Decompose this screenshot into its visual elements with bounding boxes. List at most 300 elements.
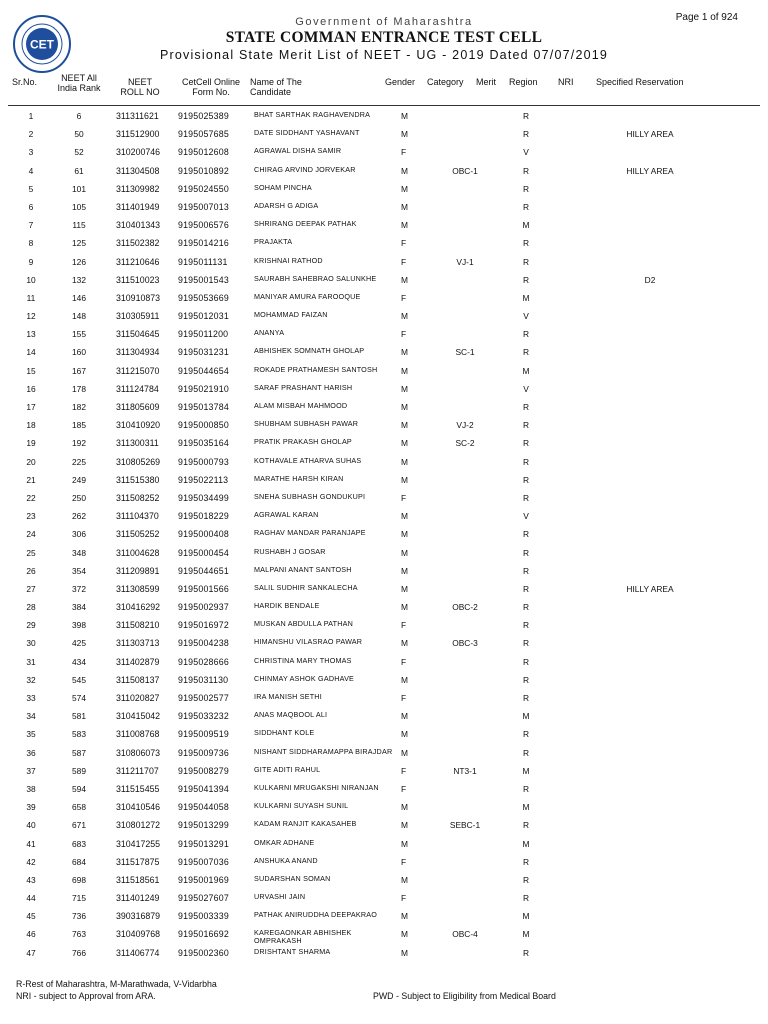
cell-gender: M <box>401 911 408 922</box>
cell-sr-no: 34 <box>26 711 36 722</box>
cell-sr-no: 2 <box>28 129 34 140</box>
cell-india-rank: 61 <box>74 165 84 176</box>
cell-sr-no: 3 <box>28 147 34 158</box>
table-row <box>0 890 768 908</box>
cell-sr-no: 30 <box>26 638 36 649</box>
cell-india-rank: 658 <box>72 802 86 813</box>
col-form: CetCell Online Form No. <box>181 77 241 97</box>
cell-region: R <box>522 602 530 613</box>
cell-sr-no: 17 <box>26 402 36 412</box>
cell-form-no: 9195007036 <box>178 856 229 867</box>
cell-form-no: 9195035164 <box>178 438 229 449</box>
cell-roll-no: 311401949 <box>116 201 160 212</box>
cell-region: R <box>522 347 530 358</box>
cell-sr-no: 16 <box>26 383 36 394</box>
cell-region: R <box>522 783 530 794</box>
cell-form-no: 9195028666 <box>178 656 229 667</box>
cell-gender: M <box>401 129 408 140</box>
cell-gender: F <box>401 620 407 631</box>
header-divider <box>8 105 760 106</box>
cell-roll-no: 311402879 <box>116 656 160 667</box>
cell-india-rank: 182 <box>72 402 86 412</box>
cell-region: M <box>522 365 530 376</box>
cell-candidate-name: SNEHA SUBHASH GONDUKUPI <box>254 491 366 501</box>
cell-roll-no: 311303713 <box>116 638 160 649</box>
cell-category: VJ-1 <box>456 256 474 267</box>
cell-roll-no: 311210646 <box>116 256 160 267</box>
government-heading: Government of Maharashtra <box>295 16 473 28</box>
cell-gender: M <box>401 838 408 849</box>
cell-india-rank: 105 <box>72 201 86 212</box>
cell-india-rank: 545 <box>72 674 86 685</box>
cell-sr-no: 15 <box>26 365 36 376</box>
table-row <box>0 108 768 126</box>
nri-note: NRI - subject to Approval from ARA. <box>16 991 156 1001</box>
cell-form-no: 9195004238 <box>178 638 229 649</box>
col-nri: NRI <box>558 77 574 87</box>
cell-sr-no: 20 <box>26 456 36 467</box>
cell-gender: M <box>401 456 408 467</box>
table-row <box>0 235 768 253</box>
cell-form-no: 9195000408 <box>178 529 229 540</box>
cell-gender: M <box>401 511 408 522</box>
cell-region: M <box>522 911 530 922</box>
cell-roll-no: 311308599 <box>116 583 160 594</box>
cell-sr-no: 33 <box>26 693 36 703</box>
table-row <box>0 344 768 362</box>
cell-region: V <box>523 383 529 394</box>
cell-roll-no: 311124784 <box>116 383 159 394</box>
cell-region: M <box>522 802 530 813</box>
cell-region: V <box>523 511 529 522</box>
table-row <box>0 599 768 617</box>
col-roll: NEET ROLL NO <box>120 77 160 97</box>
cell-roll-no: 311512900 <box>116 129 160 140</box>
cell-roll-no: 311504645 <box>116 329 160 340</box>
cell-gender: F <box>401 256 407 267</box>
cell-candidate-name: SAURABH SAHEBRAO SALUNKHE <box>254 273 377 283</box>
cell-region: V <box>523 147 529 158</box>
cell-india-rank: 50 <box>74 129 84 140</box>
table-row <box>0 690 768 708</box>
cell-india-rank: 671 <box>72 820 86 831</box>
cell-gender: F <box>401 783 407 794</box>
cell-candidate-name: KOTHAVALE ATHARVA SUHAS <box>254 455 362 465</box>
cell-form-no: 9195018229 <box>178 511 229 522</box>
cell-roll-no: 311300311 <box>116 438 159 449</box>
cell-form-no: 9195025389 <box>178 111 229 121</box>
cell-gender: M <box>401 165 408 176</box>
cell-form-no: 9195013299 <box>178 820 229 831</box>
cell-form-no: 9195000850 <box>178 420 229 431</box>
cell-roll-no: 310417255 <box>116 838 161 849</box>
cell-candidate-name: MOHAMMAD FAIZAN <box>254 310 328 320</box>
cell-candidate-name: CHRISTINA MARY THOMAS <box>254 655 352 665</box>
cell-sr-no: 11 <box>26 292 36 303</box>
cell-candidate-name: MALPANI ANANT SANTOSH <box>254 564 352 574</box>
cell-candidate-name: KULKARNI MRUGAKSHI NIRANJAN <box>254 782 379 792</box>
table-row <box>0 854 768 872</box>
cell-gender: M <box>401 402 408 412</box>
cell-region: R <box>522 165 530 176</box>
cell-india-rank: 715 <box>72 893 86 904</box>
cell-candidate-name: ADARSH G ADIGA <box>254 200 319 210</box>
cell-region: R <box>522 474 530 485</box>
cell-sr-no: 22 <box>26 492 36 503</box>
table-row <box>0 272 768 290</box>
cell-region: R <box>522 820 530 831</box>
table-row <box>0 799 768 817</box>
cell-roll-no: 310416292 <box>116 602 161 613</box>
table-row <box>0 672 768 690</box>
cell-india-rank: 398 <box>72 620 86 631</box>
cell-sr-no: 1 <box>28 111 34 121</box>
cell-sr-no: 25 <box>26 547 36 558</box>
cell-candidate-name: SHUBHAM SUBHASH PAWAR <box>254 419 359 429</box>
cell-roll-no: 310409768 <box>116 929 161 940</box>
cell-form-no: 9195011200 <box>178 329 229 340</box>
cell-roll-no: 310805269 <box>116 456 161 467</box>
cell-sr-no: 31 <box>26 656 36 667</box>
cell-sr-no: 5 <box>28 183 34 194</box>
cell-region: R <box>522 183 530 194</box>
table-row <box>0 435 768 453</box>
col-sr: Sr.No. <box>12 77 38 87</box>
cell-sr-no: 7 <box>28 220 34 231</box>
cell-india-rank: 763 <box>72 929 86 940</box>
cell-form-no: 9195001566 <box>178 583 229 594</box>
cell-india-rank: 249 <box>72 474 86 485</box>
cell-candidate-name: MANIYAR AMURA FAROOQUE <box>254 291 361 301</box>
cell-roll-no: 311508210 <box>116 620 160 631</box>
cell-region: M <box>522 711 530 722</box>
region-legend: R-Rest of Maharashtra, M-Marathwada, V-Vidarbha <box>16 979 217 989</box>
cell-india-rank: 574 <box>72 693 86 703</box>
cell-sr-no: 18 <box>26 420 36 431</box>
cell-gender: M <box>401 583 408 594</box>
cell-gender: M <box>401 438 408 449</box>
cell-sr-no: 14 <box>26 347 36 358</box>
col-reservation: Specified Reservation <box>596 77 684 87</box>
table-row <box>0 490 768 508</box>
cell-reservation: D2 <box>644 274 656 285</box>
cell-india-rank: 594 <box>72 783 86 794</box>
cell-india-rank: 6 <box>76 111 82 121</box>
cell-sr-no: 46 <box>26 929 36 940</box>
col-name: Name of The Candidate <box>250 77 302 97</box>
cell-candidate-name: CHINMAY ASHOK GADHAVE <box>254 673 355 683</box>
table-row <box>0 199 768 217</box>
cell-india-rank: 126 <box>72 256 86 267</box>
cell-india-rank: 766 <box>72 947 86 958</box>
cell-region: R <box>522 492 530 503</box>
cell-sr-no: 32 <box>26 674 36 685</box>
table-header <box>0 73 768 107</box>
table-row <box>0 563 768 581</box>
cell-form-no: 9195014216 <box>178 238 229 249</box>
cell-gender: M <box>401 383 408 394</box>
cell-sr-no: 10 <box>26 274 36 285</box>
cell-roll-no: 310200746 <box>116 147 161 158</box>
table-row <box>0 635 768 653</box>
cell-candidate-name: KAREGAONKAR ABHISHEK OMPRAKASH <box>254 928 352 945</box>
cell-roll-no: 310305911 <box>116 311 160 322</box>
merit-list-subtitle: Provisional State Merit List of NEET - UG - 2019 Dated 07/07/2019 <box>159 48 609 62</box>
cell-sr-no: 29 <box>26 620 36 631</box>
cell-candidate-name: IRA MANISH SETHI <box>254 692 322 701</box>
cell-category: SC-2 <box>455 438 475 449</box>
cell-sr-no: 23 <box>26 511 36 522</box>
cell-category: OBC-3 <box>452 638 478 649</box>
cell-candidate-name: RUSHABH J GOSAR <box>254 546 326 556</box>
cell-gender: M <box>401 220 408 231</box>
cell-candidate-name: NISHANT SIDDHARAMAPPA BIRAJDAR <box>254 746 393 756</box>
table-row <box>0 781 768 799</box>
cell-region: R <box>522 565 530 576</box>
cell-gender: F <box>401 856 407 867</box>
cell-region: M <box>522 220 530 231</box>
cell-roll-no: 311401249 <box>116 893 160 904</box>
cell-roll-no: 311517875 <box>116 856 160 867</box>
cell-india-rank: 160 <box>72 347 86 358</box>
table-row <box>0 308 768 326</box>
cell-region: M <box>522 838 530 849</box>
cell-candidate-name: KULKARNI SUYASH SUNIL <box>254 801 349 811</box>
table-row <box>0 363 768 381</box>
cell-candidate-name: HARDIK BENDALE <box>254 601 320 611</box>
cell-form-no: 9195024550 <box>178 183 229 194</box>
cell-roll-no: 311508252 <box>116 492 160 503</box>
table-row <box>0 545 768 563</box>
cell-gender: F <box>401 693 407 703</box>
cell-region: R <box>522 529 530 540</box>
table-row <box>0 381 768 399</box>
cell-candidate-name: URVASHI JAIN <box>254 892 306 902</box>
table-row <box>0 508 768 526</box>
cell-form-no: 9195053669 <box>178 292 229 303</box>
table-row <box>0 926 768 944</box>
cell-india-rank: 192 <box>72 438 86 449</box>
cell-sr-no: 44 <box>26 893 36 904</box>
table-row <box>0 836 768 854</box>
table-row <box>0 399 768 417</box>
cell-gender: M <box>401 602 408 613</box>
logo-text: CET <box>30 37 54 52</box>
col-category: Category <box>427 77 464 87</box>
cell-candidate-name: SUDARSHAN SOMAN <box>254 873 331 883</box>
table-row <box>0 872 768 890</box>
cell-gender: F <box>401 492 407 503</box>
cell-gender: M <box>401 820 408 831</box>
table-row <box>0 454 768 472</box>
cell-form-no: 9195012608 <box>178 147 229 158</box>
cell-roll-no: 311510023 <box>116 274 160 285</box>
cell-gender: M <box>401 947 408 958</box>
cell-candidate-name: DATE SIDDHANT YASHAVANT <box>254 128 360 138</box>
cell-gender: M <box>401 111 408 121</box>
cell-region: R <box>522 947 530 958</box>
table-row <box>0 945 768 963</box>
cell-candidate-name: HIMANSHU VILASRAO PAWAR <box>254 637 363 647</box>
cell-india-rank: 589 <box>72 765 86 776</box>
page-number: Page 1 of 924 <box>675 12 738 23</box>
cell-form-no: 9195016972 <box>178 620 229 631</box>
cell-region: R <box>522 620 530 631</box>
cell-region: V <box>523 311 529 322</box>
cell-category: OBC-4 <box>452 929 478 940</box>
cell-category: NT3-1 <box>453 765 477 776</box>
cell-candidate-name: AGRAWAL DISHA SAMIR <box>254 146 342 156</box>
cell-india-rank: 125 <box>72 238 86 249</box>
cell-gender: F <box>401 656 407 667</box>
cell-region: R <box>522 256 530 267</box>
cell-form-no: 9195016692 <box>178 929 229 940</box>
cell-sr-no: 37 <box>26 765 36 776</box>
table-row <box>0 763 768 781</box>
cell-gender: M <box>401 311 408 322</box>
cell-region: R <box>522 693 530 703</box>
cell-region: R <box>522 201 530 212</box>
cell-sr-no: 42 <box>26 856 36 867</box>
cell-gender: F <box>401 765 407 776</box>
cell-form-no: 9195044654 <box>178 365 229 376</box>
cell-roll-no: 310910873 <box>116 292 161 303</box>
cell-roll-no: 311508137 <box>116 674 160 685</box>
cell-form-no: 9195022113 <box>178 474 229 485</box>
cell-sr-no: 41 <box>26 838 36 849</box>
cell-india-rank: 146 <box>72 292 86 303</box>
cell-region: R <box>522 583 530 594</box>
cell-sr-no: 9 <box>28 256 34 267</box>
cell-roll-no: 311008768 <box>116 729 160 740</box>
cell-gender: M <box>401 420 408 431</box>
cell-form-no: 9195027607 <box>178 893 229 904</box>
cell-region: R <box>522 238 530 249</box>
cell-sr-no: 4 <box>28 165 34 176</box>
cell-region: R <box>522 402 530 412</box>
cell-form-no: 9195001543 <box>178 274 229 285</box>
cell-roll-no: 311518561 <box>116 874 160 885</box>
cell-roll-no: 311104370 <box>116 511 159 522</box>
table-row <box>0 526 768 544</box>
cell-form-no: 9195031231 <box>178 347 229 358</box>
cell-sr-no: 39 <box>26 802 36 813</box>
cell-candidate-name: MUSKAN ABDULLA PATHAN <box>254 619 353 629</box>
cell-india-rank: 306 <box>72 529 86 540</box>
cell-gender: M <box>401 547 408 558</box>
col-region: Region <box>509 77 538 87</box>
cell-sr-no: 26 <box>26 565 36 576</box>
cell-india-rank: 115 <box>72 220 86 231</box>
cell-form-no: 9195010892 <box>178 165 229 176</box>
cell-sr-no: 43 <box>26 874 36 885</box>
cell-reservation: HILLY AREA <box>626 583 674 594</box>
cell-gender: M <box>401 365 408 376</box>
cell-roll-no: 311515455 <box>116 783 160 794</box>
cell-region: R <box>522 893 530 904</box>
cell-roll-no: 311020827 <box>116 693 160 703</box>
pwd-note: PWD - Subject to Eligibility from Medical Board <box>373 991 556 1001</box>
cell-category: OBC-1 <box>452 165 478 176</box>
table-row <box>0 745 768 763</box>
table-row <box>0 144 768 162</box>
cell-india-rank: 581 <box>72 711 86 722</box>
table-row <box>0 217 768 235</box>
cell-gender: M <box>401 747 408 758</box>
cell-form-no: 9195044651 <box>178 565 229 576</box>
cell-india-rank: 155 <box>72 329 86 340</box>
cell-india-rank: 132 <box>72 274 86 285</box>
cell-india-rank: 372 <box>72 583 86 594</box>
cell-roll-no: 311215070 <box>116 365 160 376</box>
col-gender: Gender <box>385 77 416 87</box>
cell-candidate-name: KRISHNAI RATHOD <box>254 255 323 265</box>
cell-region: R <box>522 856 530 867</box>
table-row <box>0 181 768 199</box>
table-row <box>0 290 768 308</box>
cell-gender: F <box>401 147 407 158</box>
cell-region: R <box>522 438 530 449</box>
cell-sr-no: 45 <box>26 911 36 922</box>
cell-roll-no: 311004628 <box>116 547 160 558</box>
cell-form-no: 9195034499 <box>178 492 229 503</box>
cell-gender: F <box>401 329 407 340</box>
cell-roll-no: 311805609 <box>116 402 160 412</box>
cell-form-no: 9195009736 <box>178 747 229 758</box>
cell-candidate-name: SIDDHANT KOLE <box>254 728 315 738</box>
cell-gender: M <box>401 183 408 194</box>
cell-candidate-name: ANANYA <box>254 328 285 338</box>
cell-india-rank: 225 <box>72 456 86 467</box>
cell-form-no: 9195006576 <box>178 220 229 231</box>
cell-sr-no: 21 <box>26 474 36 485</box>
cell-form-no: 9195000793 <box>178 456 229 467</box>
cell-india-rank: 583 <box>72 729 86 740</box>
cell-roll-no: 310410546 <box>116 802 161 813</box>
cell-region: R <box>522 129 530 140</box>
col-merit: Merit <box>476 77 496 87</box>
cell-roll-no: 311515380 <box>116 474 160 485</box>
cell-roll-no: 311406774 <box>116 947 160 958</box>
cell-sr-no: 35 <box>26 729 36 740</box>
table-row <box>0 581 768 599</box>
cell-candidate-name: ALAM MISBAH MAHMOOD <box>254 401 348 410</box>
cell-candidate-name: ANAS MAQBOOL ALI <box>254 710 328 720</box>
cell-roll-no: 310801272 <box>116 820 161 831</box>
cell-india-rank: 698 <box>72 874 86 885</box>
table-row <box>0 908 768 926</box>
table-row <box>0 163 768 181</box>
cell-india-rank: 101 <box>72 183 86 194</box>
cell-candidate-name: CHIRAG ARVIND JORVEKAR <box>254 164 356 174</box>
cell-gender: M <box>401 201 408 212</box>
cell-india-rank: 250 <box>72 492 86 503</box>
cell-category: SC-1 <box>455 347 475 358</box>
cell-roll-no: 311505252 <box>116 529 160 540</box>
cell-roll-no: 390316879 <box>116 911 161 922</box>
table-row <box>0 472 768 490</box>
cell-candidate-name: RAGHAV MANDAR PARANJAPE <box>254 528 366 538</box>
cell-region: R <box>522 656 530 667</box>
cell-gender: M <box>401 874 408 885</box>
cell-sr-no: 8 <box>28 238 34 249</box>
cell-gender: M <box>401 638 408 649</box>
cell-candidate-name: DRISHTANT SHARMA <box>254 946 331 956</box>
cell-region: R <box>522 674 530 685</box>
cell-candidate-name: OMKAR ADHANE <box>254 837 315 847</box>
cell-form-no: 9195003339 <box>178 911 229 922</box>
cell-form-no: 9195007013 <box>178 201 229 212</box>
